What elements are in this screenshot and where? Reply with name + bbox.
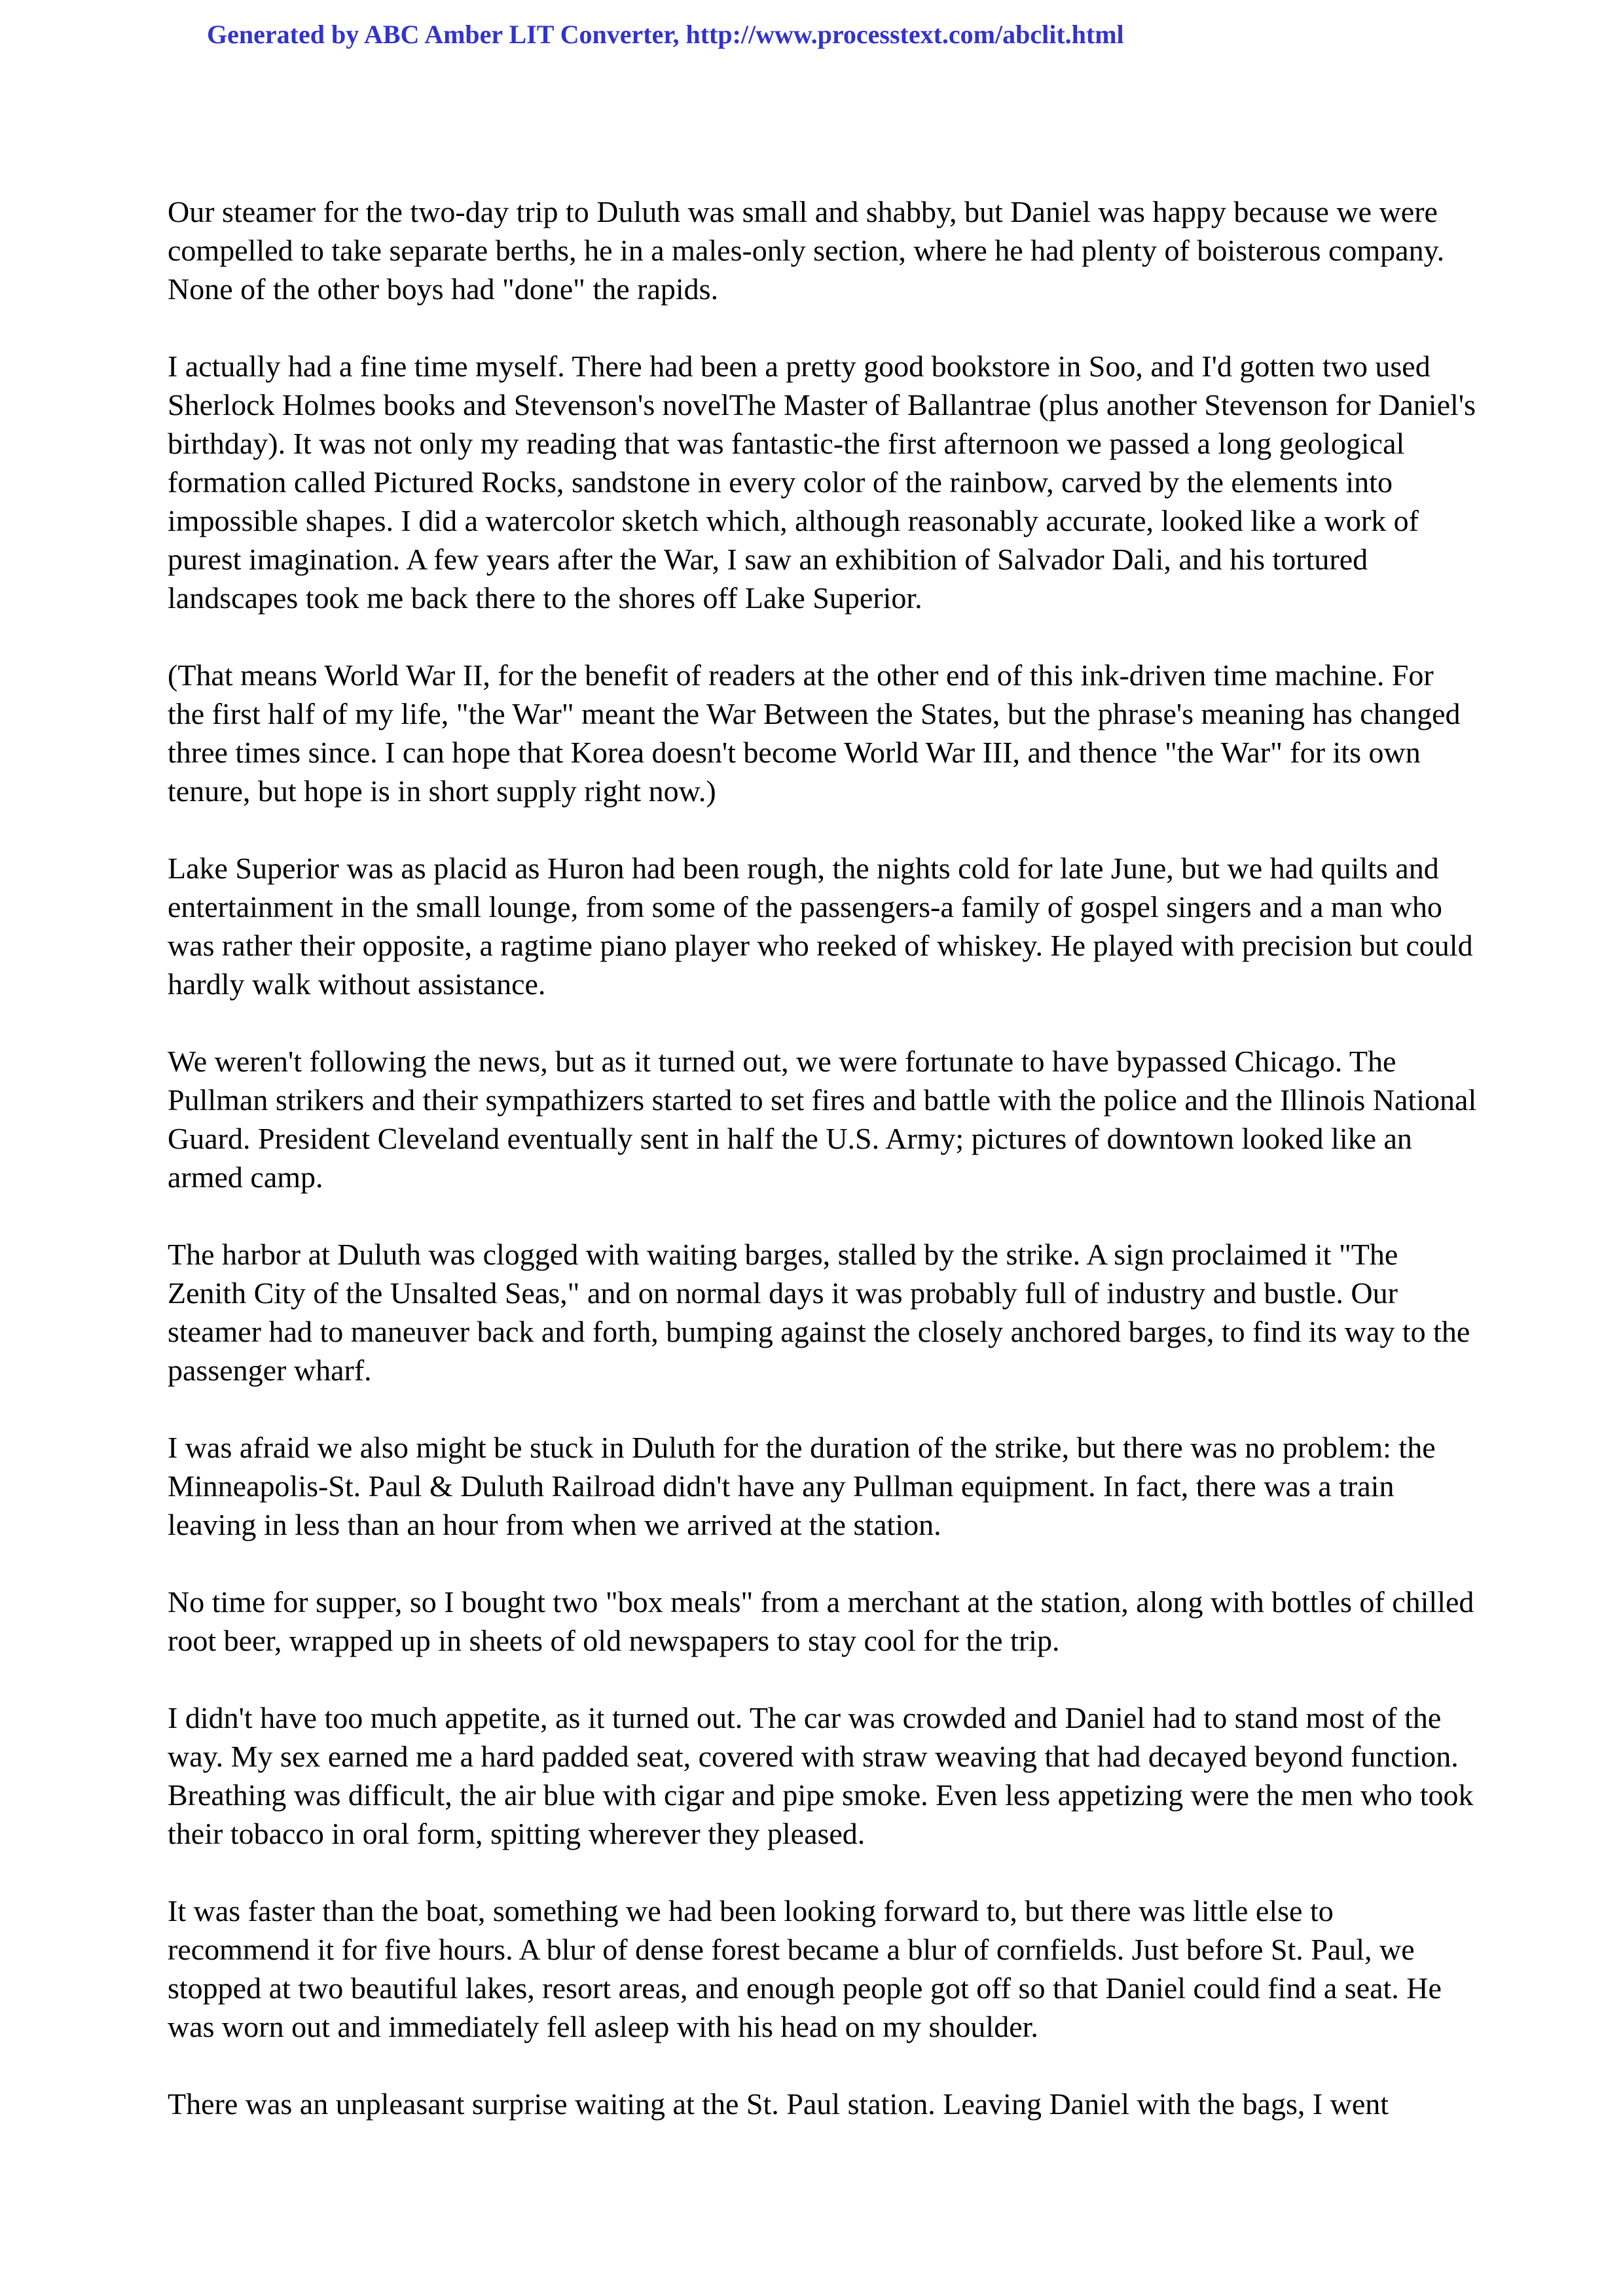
paragraph: There was an unpleasant surprise waiting at the St. Paul station. Leaving Daniel with the bags, I went xyxy=(168,2087,1389,2121)
paragraph: The harbor at Duluth was clogged with waiting barges, stalled by the strike. A sign proclaimed it "The Zenith City of the Unsalted Seas," and on normal days it was probably full of industry and bustle. Our steamer had to maneuver back and forth, bumping against the closely anchored barges, to find its way to the passenger wharf. xyxy=(168,1238,1470,1387)
paragraph: It was faster than the boat, something we had been looking forward to, but there was little else to recommend it for five hours. A blur of dense forest became a blur of cornfields. Just before St. Paul, we stopped at two beautiful lakes, resort areas, and enough people got off so that Daniel could find a seat. He was worn out and immediately fell asleep with his head on my shoulder. xyxy=(168,1894,1442,2043)
paragraph: Our steamer for the two-day trip to Duluth was small and shabby, but Daniel was happy because we were compelled to take separate berths, he in a males-only section, where he had plenty of boisterous company. None of the other boys had "done" the rapids. xyxy=(168,195,1445,306)
paragraph: Lake Superior was as placid as Huron had been rough, the nights cold for late June, but we had quilts and entertainment in the small lounge, from some of the passengers-a family of gospel singers and a man who was rather their opposite, a ragtime piano player who reeked of whiskey. He played with precision but could hardly walk without assistance. xyxy=(168,852,1473,1001)
paragraph: I actually had a fine time myself. There had been a pretty good bookstore in Soo, and I'd gotten two used Sherlock Holmes books and Stevenson's novelThe Master of Ballantrae (plus another Stevenson for Daniel's birthday). It was not only my reading that was fantastic-the first afternoon we passed a long geological formation called Pictured Rocks, sandstone in every color of the rainbow, carved by the elements into impossible shapes. I did a watercolor sketch which, although reasonably accurate, looked like a work of purest imagination. A few years after the War, I saw an exhibition of Salvador Dali, and his tortured landscapes took me back there to the shores off Lake Superior. xyxy=(168,350,1476,615)
paragraph: (That means World War II, for the benefit of readers at the other end of this ink-driven time machine. For the first half of my life, "the War" meant the War Between the States, but the phrase's meaning has changed three times since. I can hope that Korea doesn't become World War III, and thence "the War" for its own tenure, but hope is in short supply right now.) xyxy=(168,658,1461,808)
paragraph: I was afraid we also might be stuck in Duluth for the duration of the strike, but there was no problem: the Minneapolis-St. Paul & Duluth Railroad didn't have any Pullman equipment. In fact, there was a train leaving in less than an hour from when we arrived at the station. xyxy=(168,1431,1436,1541)
generator-banner: Generated by ABC Amber LIT Converter, http://www.processtext.com/abclit.html xyxy=(207,20,1124,49)
paragraph: I didn't have too much appetite, as it turned out. The car was crowded and Daniel had to stand most of the way. My sex earned me a hard padded seat, covered with straw weaving that had decayed beyond function. Breathing was difficult, the air blue with cigar and pipe smoke. Even less appetizing were the men who took their tobacco in oral form, spitting wherever they pleased. xyxy=(168,1701,1474,1850)
paragraph: No time for supper, so I bought two "box meals" from a merchant at the station, along with bottles of chilled root beer, wrapped up in sheets of old newspapers to stay cool for the trip. xyxy=(168,1585,1474,1657)
body-text xyxy=(168,192,1477,2123)
paragraph: We weren't following the news, but as it turned out, we were fortunate to have bypassed Chicago. The Pullman strikers and their sympathizers started to set fires and battle with the police and the Illinois National Guard. President Cleveland eventually sent in half the U.S. Army; pictures of downtown looked like an armed camp. xyxy=(168,1045,1477,1194)
